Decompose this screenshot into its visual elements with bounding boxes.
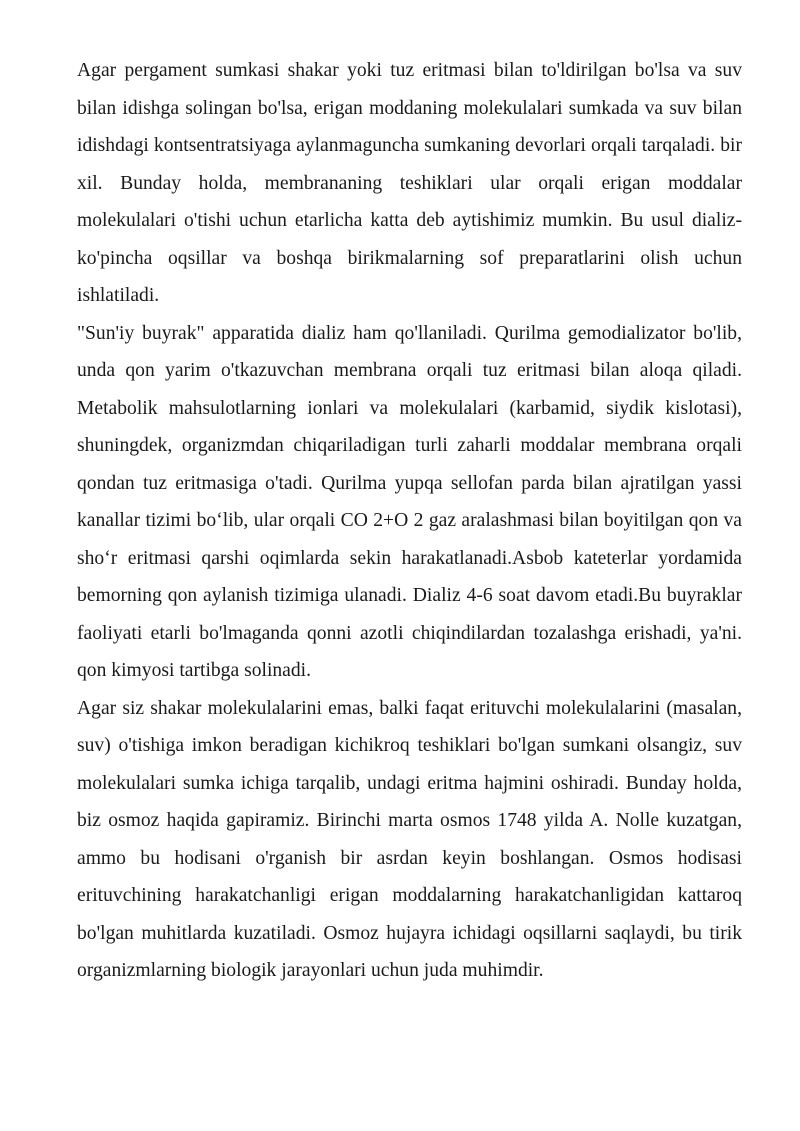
paragraph-artificial-kidney: "Sun'iy buyrak" apparatida dializ ham qo'llaniladi. Qurilma gemodializator bo'lib, unda qon yarim o'tkazuvchan membrana orqali tuz eritmasi bilan aloqa qiladi. Metabolik mahsulotlarning ionlari va molekulalari (karbamid, siydik kislotasi), shuningdek, organizmdan chiqariladigan turli zaharli moddalar membrana orqali qondan tuz eritmasiga o'tadi. Qurilma yupqa sellofan parda bilan ajratilgan yassi kanallar tizimi bo‘lib, ular orqali CO 2+O 2 gaz aralashmasi bilan boyitilgan qon va sho‘r eritmasi qarshi oqimlarda sekin harakatlanadi.Asbob kateterlar yordamida bemorning qon aylanish tizimiga ulanadi. Dializ 4-6 soat davom etadi.Bu buyraklar faoliyati etarli bo'lmaganda qonni azotli chiqindilardan tozalashga erishadi, ya'ni. qon kimyosi tartibga solinadi.	[77, 322, 742, 681]
paragraph-osmosis: Agar siz shakar molekulalarini emas, balki faqat erituvchi molekulalarini (masalan, suv) o'tishiga imkon beradigan kichikroq teshiklari bo'lgan sumkani olsangiz, suv molekulalari sumka ichiga tarqalib, undagi eritma hajmini oshiradi. Bunday holda, biz osmoz haqida gapiramiz. Birinchi marta osmos 1748 yilda A. Nolle kuzatgan, ammo bu hodisani o'rganish bir asrdan keyin boshlangan. Osmos hodisasi erituvchining harakatchanligi erigan moddalarning harakatchanligidan kattaroq bo'lgan muhitlarda kuzatiladi. Osmoz hujayra ichidagi oqsillarni saqlaydi, bu tirik organizmlarning biologik jarayonlari uchun juda muhimdir.	[77, 697, 742, 981]
paragraph-dialysis-intro: Agar pergament sumkasi shakar yoki tuz eritmasi bilan to'ldirilgan bo'lsa va suv bilan idishga solingan bo'lsa, erigan moddaning molekulalari sumkada va suv bilan idishdagi kontsentratsiyaga aylanmaguncha sumkaning devorlari orqali tarqaladi. bir xil. Bunday holda, membrananing teshiklari ular orqali erigan moddalar molekulalari o'tishi uchun etarlicha katta deb aytishimiz mumkin. Bu usul dializ- ko'pincha oqsillar va boshqa birikmalarning sof preparatlarini olish uchun ishlatiladi.	[77, 60, 742, 306]
document-page	[77, 52, 742, 990]
